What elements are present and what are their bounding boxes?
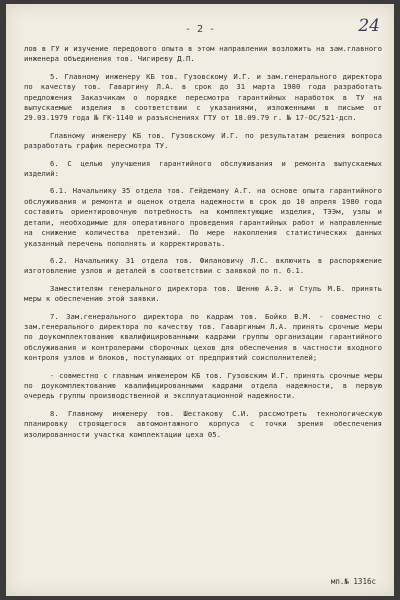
page-number: - 2 - [184,24,216,35]
paragraph-item-7-continued: - совместно с главным инженером КБ тов. Гузовским И.Г. принять срочные меры по доукомплектованию квалифицированными кадрами отдела надежности, в первую очередь группы производственной и эксплуатационной надежности. [24,370,382,401]
paragraph-item-6: 6. С целью улучшения гарантийного обслуживания и ремонта выпускаемых изделий: [24,158,382,179]
paragraph-item-6-2-note: Заместителям генерального директора тов. Шенню А.Э. и Стуль М.Б. принять меры к обеспечению этой заявки. [24,283,382,304]
paragraph-continuation: лов в ГУ и изучение передового опыта в этом направлении возложить на зам.главного инженера объединения тов. Чигиреву Д.П. [24,44,382,64]
paragraph-item-6-1: 6.1. Начальнику 35 отдела тов. Гейдеману А.Г. на основе опыта гарантийного обслуживания и ремонта и оценок отдела надежности в срок до 10 апреля 1980 года составить ориентировочную потребность на комплектующие изделия, ТЭЭм, узлы и детали, необходимые для оперативного проведения гарантийных работ и направленные на снижение количества претензий. По мере накопления статистических данных указанный перечень пополнять и корректировать. [24,186,382,248]
paragraph-item-5-note: Главному инженеру КБ тов. Гузовскому И.Г. по результатам решения вопроса разработать график пересмотра ТУ. [24,130,382,151]
archive-number-mark: 24 [358,16,380,36]
document-page [6,4,394,596]
paragraph-item-8: 8. Главному инженеру тов. Шестакову С.И. рассмотреть технологическую планировку строящегося автомонтажного корпуса с точки зрения обеспечения изолированности участка комплектации цеха 05. [24,408,382,439]
paragraph-item-6-2: 6.2. Начальнику 31 отдела тов. Филановичу Л.С. включить в распоряжение изготовление узлов и деталей в соответствии с заявкой по п. 6.1. [24,255,382,276]
paragraph-item-5: 5. Главному инженеру КБ тов. Гузовскому И.Г. и зам.генерального директора по качеству тов. Гаваргину Л.А. в срок до 31 марта 1980 года разработать предложения Заказчикам о порядке пересмотра гарантийных наработок в ТУ на выпускаемые изделия в соответствии с указаниями, изложенными в письме от 29.03.1979 года № ГК-1140 и разъяснениях ГТУ от 18.09.79 г. № 17-ОС/521-дсп. [24,71,382,123]
document-body [24,44,382,447]
paragraph-item-7: 7. Зам.генерального директора по кадрам тов. Бойко В.М. - совместно с зам.генерального директора по качеству тов. Гаваргиным Л.А. принять срочные меры по доукомплектованию квалифицированными кадрами группы организации гарантийного обслуживания и контролерами сборочных цехов для обеспечения в частности входного контроля узлов и блоков, поступающих от предприятий соисполнителей; [24,311,382,363]
document-reference: мп.№ 1316с [330,577,376,586]
